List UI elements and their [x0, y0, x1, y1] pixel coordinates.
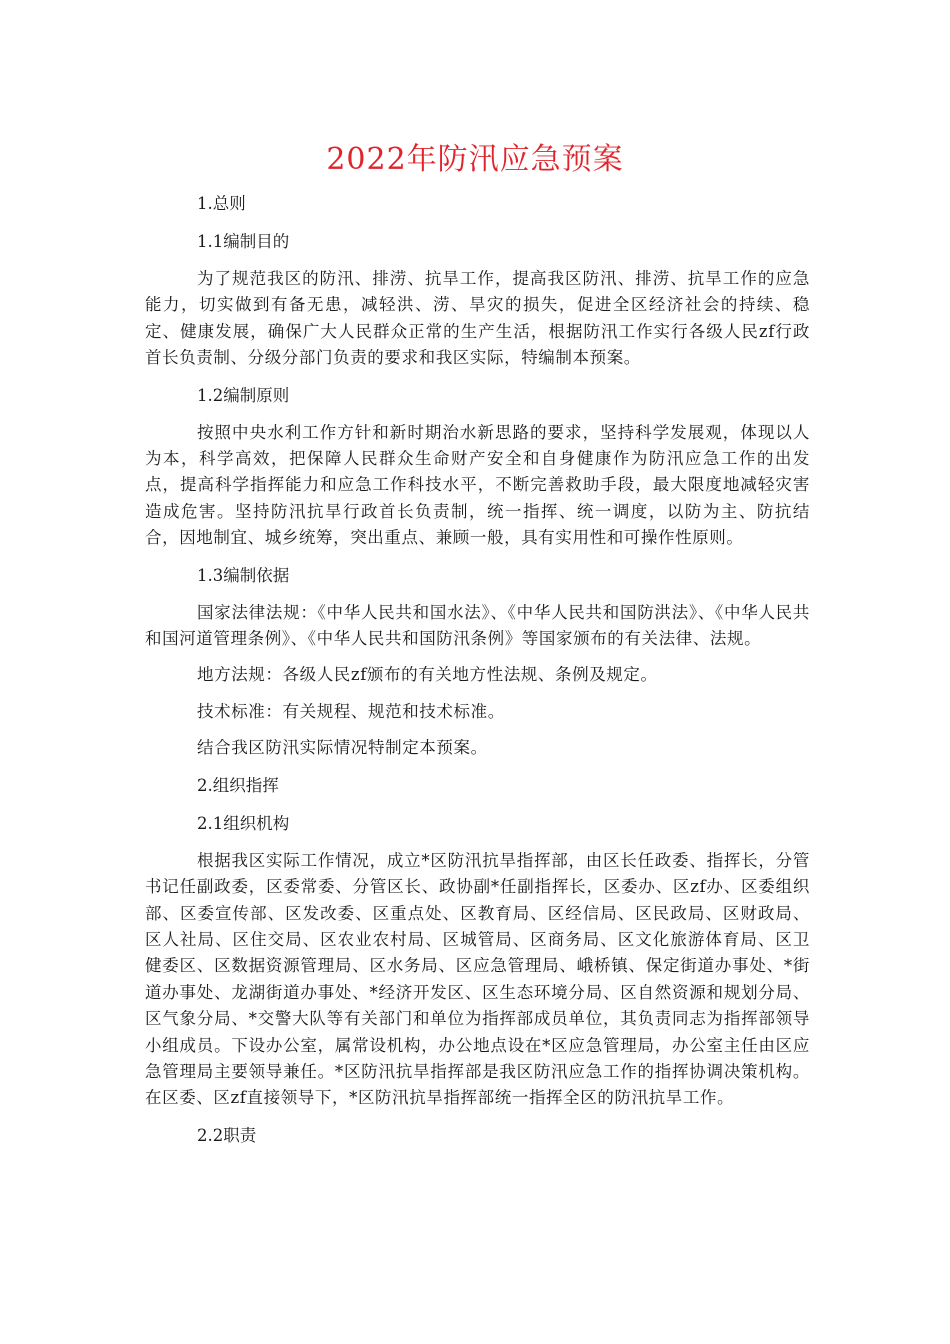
section-heading: 1.1编制目的	[197, 232, 290, 251]
section-heading: 1.3编制依据	[197, 565, 290, 585]
paragraph: 为了规范我区的防汛、排涝、抗旱工作，提高我区防汛、排涝、抗旱工作的应急能力，切实做到有备无患，减轻洪、涝、旱灾的损失，促进全区经济社会的持续、稳定、健康发展，确保广大人民群众正常的生产生活，根据防汛工作实行各级人民zf行政首长负责制、分级分部门负责的要求和我区实际，特编制本预案。	[145, 269, 810, 368]
section-heading: 1.2编制原则	[197, 385, 290, 405]
document-body	[145, 190, 810, 1160]
section-heading: 2.2职责	[197, 1125, 257, 1145]
paragraph: 地方法规：各级人民zf颁布的有关地方性法规、条例及规定。	[197, 665, 658, 685]
paragraph: 国家法律法规：《中华人民共和国水法》、《中华人民共和国防洪法》、《中华人民共和国河道管理条例》、《中华人民共和国防汛条例》等国家颁布的有关法律、法规。	[145, 602, 810, 649]
section-heading: 1.总则	[197, 194, 246, 213]
paragraph: 技术标准：有关规程、规范和技术标准。	[197, 701, 505, 721]
document-title: 2022年防汛应急预案	[326, 142, 624, 177]
paragraph: 按照中央水利工作方针和新时期治水新思路的要求，坚持科学发展观，体现以人为本，科学高效，把保障人民群众生命财产安全和自身健康作为防汛应急工作的出发点，提高科学指挥能力和应急工作科技水平，不断完善救助手段，最大限度地减轻灾害造成危害。坚持防汛抗旱行政首长负责制，统一指挥、统一调度，以防为主、防抗结合，因地制宜、城乡统筹，突出重点、兼顾一般，具有实用性和可操作性原则。	[145, 422, 810, 548]
paragraph: 根据我区实际工作情况，成立*区防汛抗旱指挥部，由区长任政委、指挥长，分管书记任副政委，区委常委、分管区长、政协副*任副指挥长，区委办、区zf办、区委组织部、区委宣传部、区发改委、区重点处、区教育局、区经信局、区民政局、区财政局、区人社局、区住交局、区农业农村局、区城管局、区商务局、区文化旅游体育局、区卫健委区、区数据资源管理局、区水务局、区应急管理局、峨桥镇、保定街道办事处、*街道办事处、龙湖街道办事处、*经济开发区、区生态环境分局、区自然资源和规划分局、区气象分局、*交警大队等有关部门和单位为指挥部成员单位，其负责同志为指挥部领导小组成员。下设办公室，属常设机构，办公地点设在*区应急管理局，办公室主任由区应急管理局主要领导兼任。*区防汛抗旱指挥部是我区防汛应急工作的指挥协调决策机构。在区委、区zf直接领导下，*区防汛抗旱指挥部统一指挥全区的防汛抗旱工作。	[145, 850, 810, 1108]
section-heading: 2.组织指挥	[197, 775, 279, 795]
paragraph: 结合我区防汛实际情况特制定本预案。	[197, 738, 488, 758]
section-heading: 2.1组织机构	[197, 813, 290, 833]
